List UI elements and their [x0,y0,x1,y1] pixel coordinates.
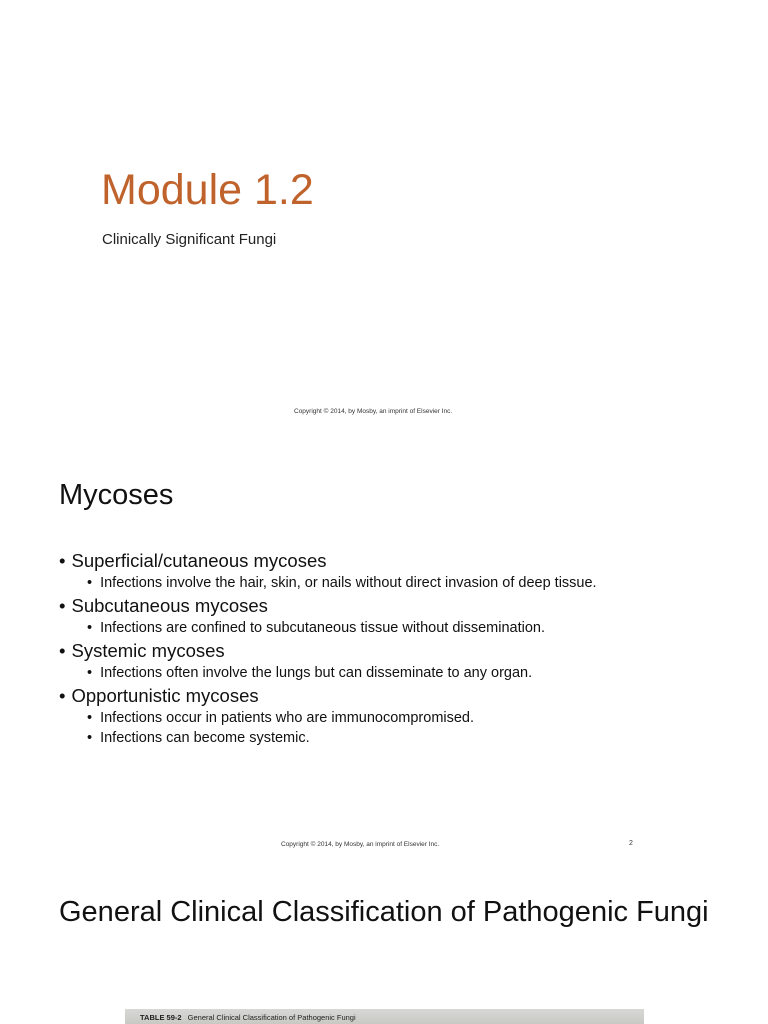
bullet-text: • Subcutaneous mycoses [59,595,268,616]
bullet-text: • Opportunistic mycoses [59,685,259,706]
bullet-item [59,549,739,593]
bullet-item [59,639,739,683]
module-subtitle: Clinically Significant Fungi [102,231,277,248]
table-caption [140,1013,356,1022]
sub-bullet-item: • Infections occur in patients who are immunocompromised. [87,708,739,728]
bullet-item [59,594,739,638]
slide-3 [0,865,768,1024]
sub-bullet-list [59,618,739,638]
module-title: Module 1.2 [101,166,314,214]
bullet-text: • Systemic mycoses [59,640,225,661]
mycoses-title: Mycoses [59,479,174,511]
sub-bullet-item: • Infections are confined to subcutaneous tissue without dissemination. [87,618,739,638]
bullet-item [59,684,739,748]
sub-bullet-item: • Infections can become systemic. [87,728,739,748]
slide-2 [0,433,768,865]
sub-bullet-list [59,663,739,683]
table-image [125,1009,644,1024]
slide-2-copyright: Copyright © 2014, by Mosby, an imprint of Elsevier Inc. [281,841,440,848]
sub-bullet-item: • Infections often involve the lungs but can disseminate to any organ. [87,663,739,683]
mycoses-bullet-list [59,549,739,749]
table-label: TABLE 59-2 [140,1013,182,1022]
bullet-text: • Superficial/cutaneous mycoses [59,550,327,571]
sub-bullet-item: • Infections involve the hair, skin, or nails without direct invasion of deep tissue. [87,573,739,593]
table-caption-text: General Clinical Classification of Pathogenic Fungi [187,1013,356,1022]
slide-1-copyright: Copyright © 2014, by Mosby, an imprint of Elsevier Inc. [294,408,453,415]
classification-title: General Clinical Classification of Pathogenic Fungi [59,896,709,928]
sub-bullet-list [59,708,739,748]
page-number: 2 [629,840,633,847]
slide-1 [0,0,768,433]
sub-bullet-list [59,573,739,593]
